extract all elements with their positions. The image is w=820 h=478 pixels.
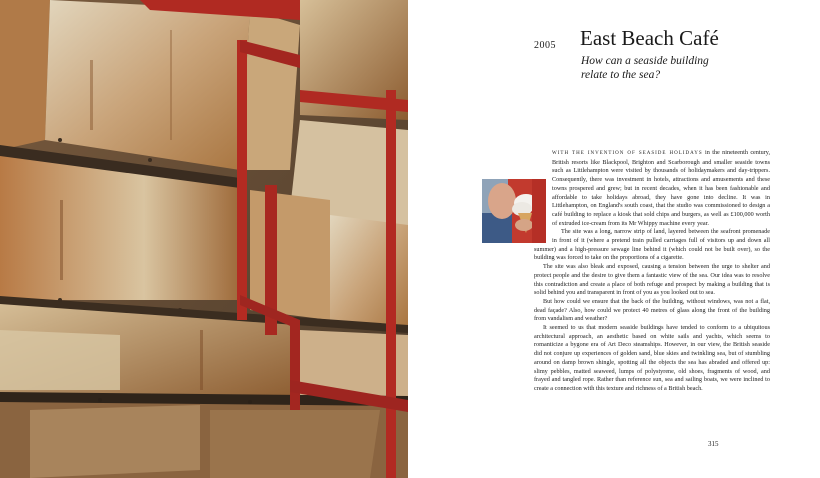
ice-cream-photo: [482, 179, 546, 243]
page-subtitle: How can a seaside building relate to the sea?: [581, 55, 709, 81]
text-page: [408, 0, 820, 478]
paragraph-3: The site was also bleak and exposed, causing a tension between the urge to shelter and protect people and the desire to give them a fantastic view of the sea. Our idea was to resolve this contradiction and create a place of both refuge and prospect by making a building that is solid behind you and transparent in front of you as you looked out to sea.: [534, 263, 770, 297]
project-year: 2005: [534, 40, 556, 51]
lead-caps: WITH THE INVENTION OF SEASIDE HOLIDAYS: [552, 151, 703, 156]
page-number: 315: [708, 440, 719, 448]
paragraph-5: It seemed to us that modern seaside buildings have tended to conform to a ubiquitous architectural approach, an aesthetic based on white sails and yachts, which seems to romanticize a bygone era of Art Deco steamships. However, in our view, the British seaside did not conjure up experiences of golden sand, blue skies and twinkling sea, but of stumbling around on damp brown shingle, spotting all the objects the sea has abraded and offered up: slimy pebbles, matted seaweed, lumps of polystyrene, old shoes, fragments of wood, and frayed and tangled rope. Rather than reference sun, sea and sailing boats, we were inclined to create a connection with this texture and richness of a British beach.: [534, 324, 770, 392]
facade-photo: [0, 0, 408, 478]
article-body: [534, 149, 770, 394]
paragraph-1: [534, 149, 770, 228]
paragraph-2: The site was a long, narrow strip of land, layered between the seafront promenade in front of it (where a pretend train pulled carriages full of visitors up and down all summer) and a high-pressure sewage line behind it (which could not be built over), so the building was forced to take on the proportions of a cigarette.: [534, 228, 770, 262]
paragraph-4: But how could we ensure that the back of the building, without windows, was not a flat, dead façade? Also, how could we protect 40 metres of glass along the front of the building from vandalism and weather?: [534, 297, 770, 323]
rusted-steel-cladding-image: [0, 0, 408, 478]
page-title: East Beach Café: [580, 26, 719, 50]
paragraph-1-text: in the nineteenth century, British resorts like Blackpool, Brighton and Scarborough and smaller seaside towns such as Littlehampton were visited by thousands of holidaymakers and day-trippers. Consequently, there was investment in hotels, attractions and amusements and these towns prospered and grew; but in recent decades, when it has been fashionable and affordable to take holidays abroad, they have gone into decline. It was in Littlehampton, on England's south coast, that the studio was commissioned to design a café building to replace a kiosk that sold chips and burgers, as well as £100,000 worth of extruded ice-cream from its Mr Whippy machine every year.: [552, 149, 771, 227]
